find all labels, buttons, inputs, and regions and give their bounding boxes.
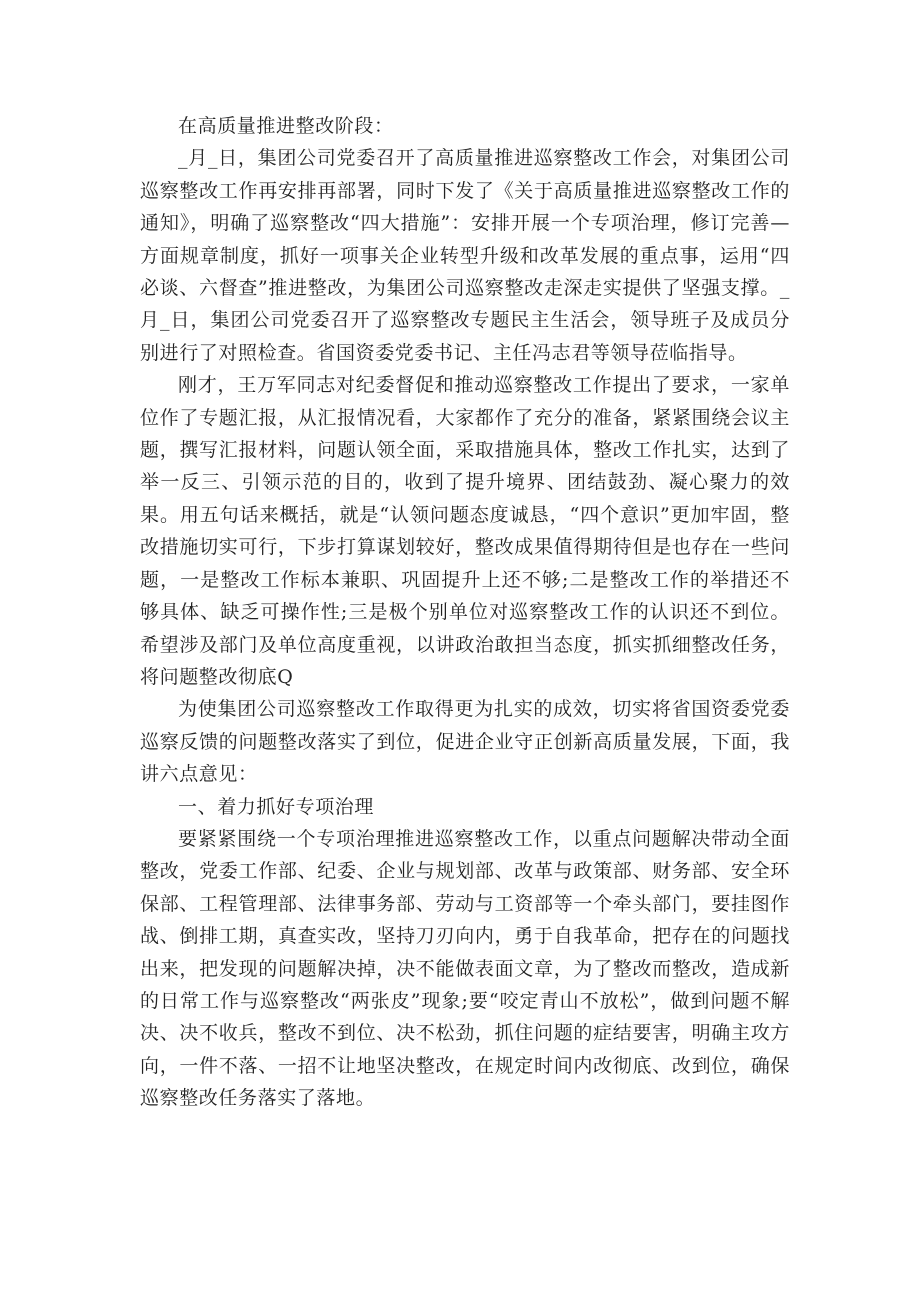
document-body [140,110,790,1115]
paragraph-six-opinions-intro: 为使集团公司巡察整改工作取得更为扎实的成效，切实将省国资委党委巡察反馈的问题整改落实了到位，促进企业守正创新高质量发展，下面，我讲六点意见： [140,698,790,786]
paragraph-report-evaluation: 刚才，王万军同志对纪委督促和推动巡察整改工作提出了要求，一家单位作了专题汇报，从汇报情况看，大家都作了充分的准备，紧紧围绕会议主题，撰写汇报材料，问题认领全面，采取措施具体，整改工作扎实，达到了举一反三、引领示范的目的，收到了提升境界、团结鼓劲、凝心聚力的效果。用五句话来概括，就是“认领问题态度诚恳，“四个意识”更加牢固，整改措施切实可行，下步打算谋划较好，整改成果值得期待但是也存在一些问题，一是整改工作标本兼职、巩固提升上还不够;二是整改工作的举措还不够具体、缺乏可操作性;三是极个别单位对巡察整改工作的认识还不到位。希望涉及部门及单位高度重视，以讲政治敢担当态度，抓实抓细整改任务，将问题整改彻底Q [140,374,790,688]
paragraph-stage-intro: 在高质量推进整改阶段： [178,115,394,137]
paragraph-meeting-summary: _月_日，集团公司党委召开了高质量推进巡察整改工作会，对集团公司巡察整改工作再安排再部署，同时下发了《关于高质量推进巡察整改工作的通知》，明确了巡察整改“四大措施”：安排开展一个专项治理，修订完善—方面规章制度，抓好一项事关企业转型升级和改革发展的重点事，运用“四必谈、六督查”推进整改，为集团公司巡察整改走深走实提供了坚强支撑。_月_日，集团公司党委召开了巡察整改专题民主生活会，领导班子及成员分别进行了对照检查。省国资委党委书记、主任冯志君等领导莅临指导。 [140,147,790,364]
paragraph-special-governance-body: 要紧紧围绕一个专项治理推进巡察整改工作，以重点问题解决带动全面整改，党委工作部、纪委、企业与规划部、改革与政策部、财务部、安全环保部、工程管理部、法律事务部、劳动与工资部等一个牵头部门，要挂图作战、倒排工期，真查实改，坚持刀刃向内，勇于自我革命，把存在的问题找出来，把发现的问题解决掉，决不能做表面文章，为了整改而整改，造成新的日常工作与巡察整改“两张皮”现象;要“咬定青山不放松”，做到问题不解决、决不收兵，整改不到位、决不松劲，抓住问题的症结要害，明确主攻方向，一件不落、一招不让地坚决整改，在规定时间内改彻底、改到位，确保巡察整改任务落实了落地。 [140,827,790,1110]
section-heading-special-governance: 一、着力抓好专项治理 [178,795,375,818]
